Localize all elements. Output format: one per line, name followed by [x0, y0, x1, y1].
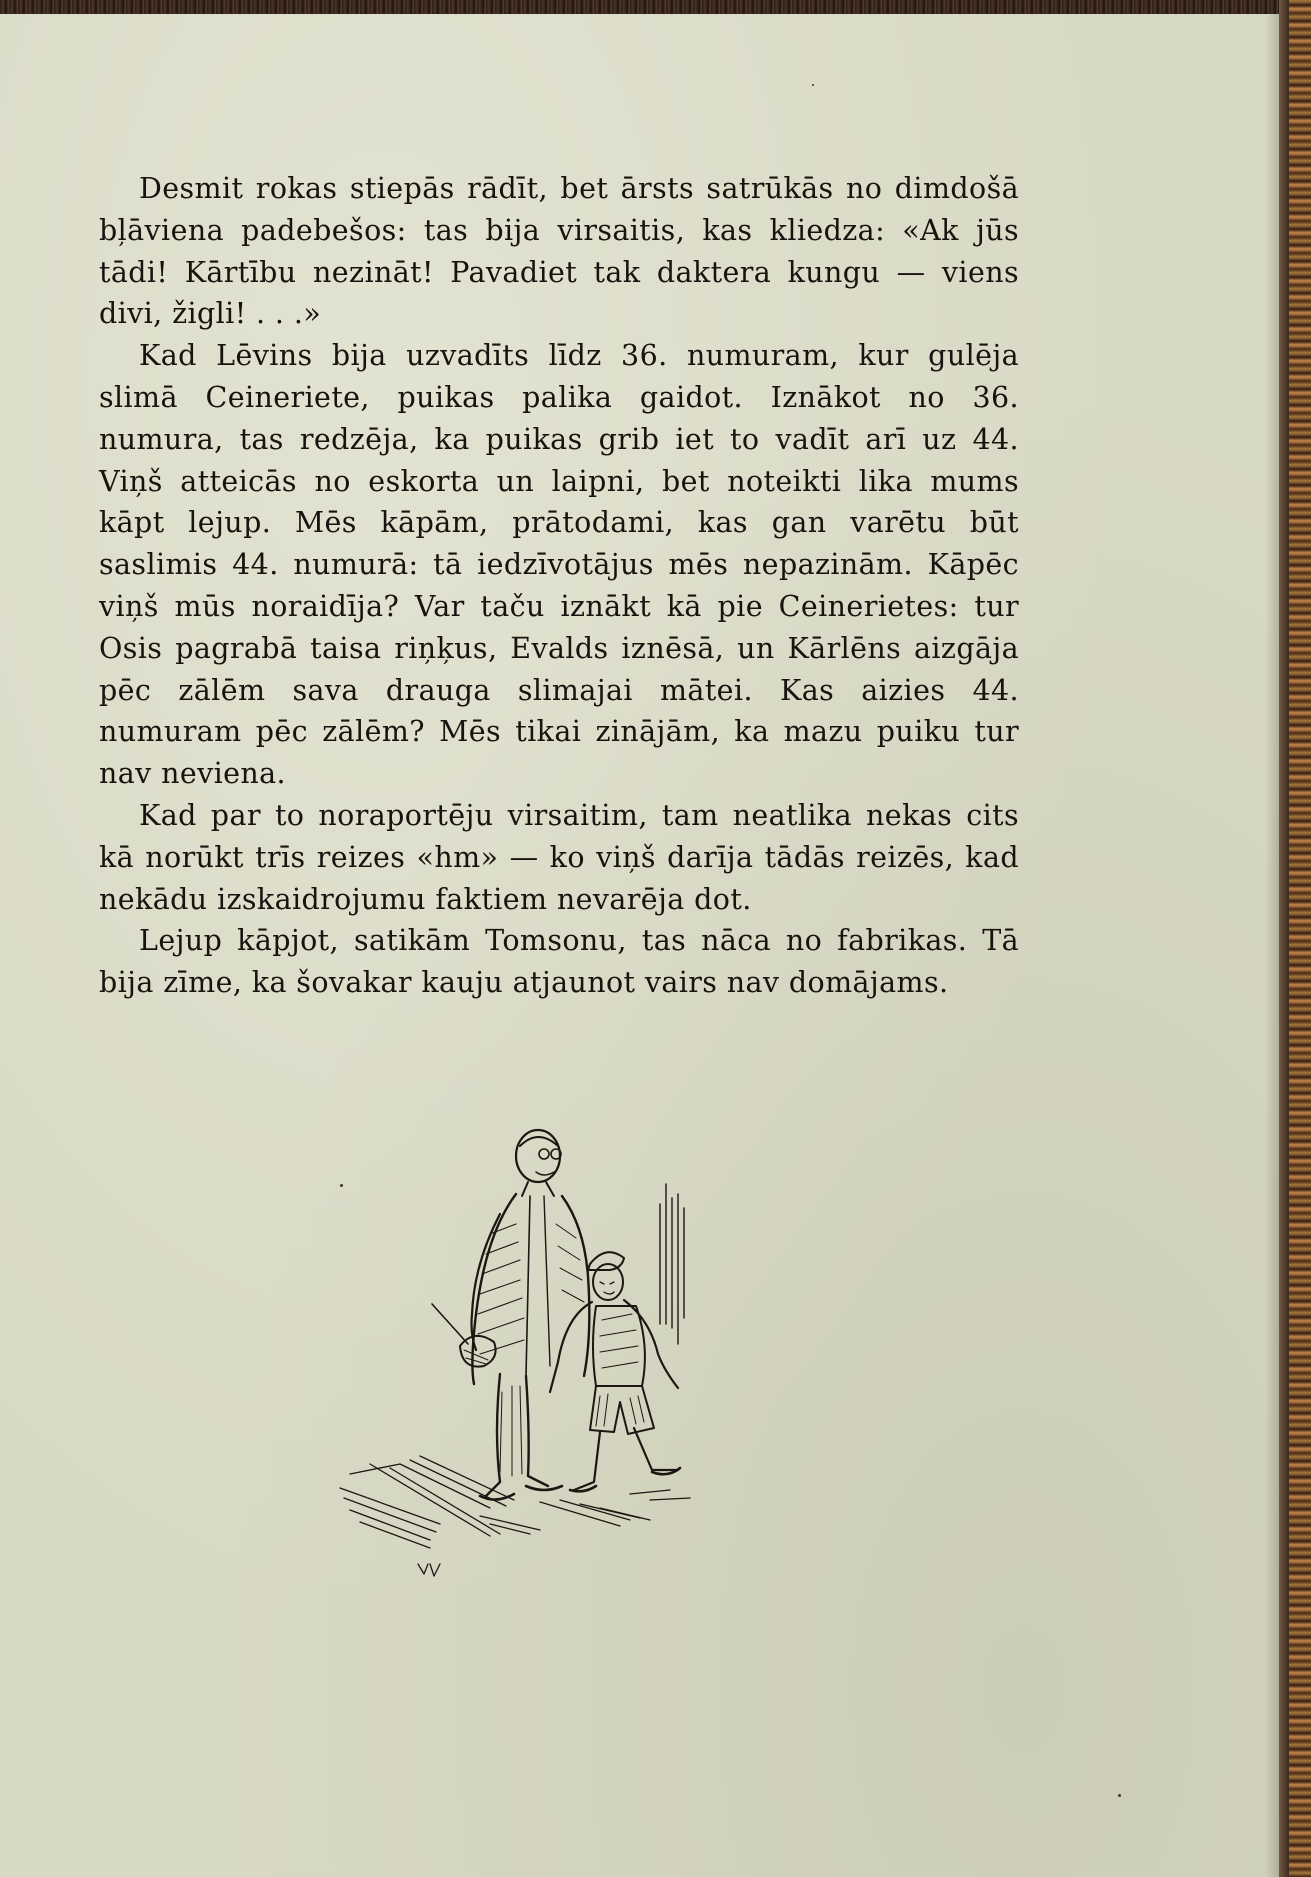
page-top-edge — [0, 0, 1311, 14]
book-page — [0, 14, 1279, 1877]
binding-shadow — [1279, 0, 1289, 1877]
artist-monogram — [418, 1564, 440, 1576]
paragraph-1: Desmit rokas stiepās rādīt, bet ārsts satrūkās no dimdošā bļāviena padebešos: tas bija virsaitis, kas kliedza: «Ak jūs tādi! Kārtību nezināt! Pavadiet tak daktera kungu — viens divi, žigli! . . .» — [99, 172, 1019, 331]
page-gutter-shadow — [1265, 14, 1279, 1877]
paper-speck — [812, 84, 814, 86]
paragraph-3: Kad par to noraportēju virsaitim, tam neatlika nekas cits kā norūkt trīs reizes «hm» — ko viņš darīja tādās reizēs, kad nekādu izskaidrojumu faktiem nevarēja dot. — [99, 798, 1019, 916]
wall-lines — [660, 1184, 684, 1344]
body-text — [99, 168, 1019, 1004]
ink-drawing — [330, 1124, 750, 1594]
illustration-man-and-boy — [330, 1124, 750, 1594]
cloth-binding — [1289, 0, 1311, 1877]
paragraph-2: Kad Lēvins bija uzvadīts līdz 36. numuram, kur gulēja slimā Ceineriete, puikas palika gaidot. Iznākot no 36. numura, tas redzēja, ka puikas grib iet to vadīt arī uz 44. Viņš atteicās no eskorta un laipni, bet noteikti lika mums kāpt lejup. Mēs kāpām, prātodami, kas gan varētu būt saslimis 44. numurā: tā iedzīvotājus mēs nepazinām. Kāpēc viņš mūs noraidīja? Var taču iznākt kā pie Ceinerietes: tur Osis pagrabā taisa riņķus, Evalds iznēsā, un Kārlēns aizgāja pēc zālēm sava drauga slimajai mātei. Kas aizies 44. numuram pēc zālēm? Mēs tikai zinājām, ka mazu puiku tur nav neviena. — [99, 339, 1019, 791]
paragraph-4: Lejup kāpjot, satikām Tomsonu, tas nāca no fabrikas. Tā bija zīme, ka šovakar kauju atjaunot vairs nav domājams. — [99, 924, 1019, 1000]
paper-speck — [1118, 1794, 1121, 1797]
ground-lines — [340, 1456, 690, 1548]
paper-speck — [340, 1184, 343, 1187]
man-figure — [432, 1130, 589, 1500]
